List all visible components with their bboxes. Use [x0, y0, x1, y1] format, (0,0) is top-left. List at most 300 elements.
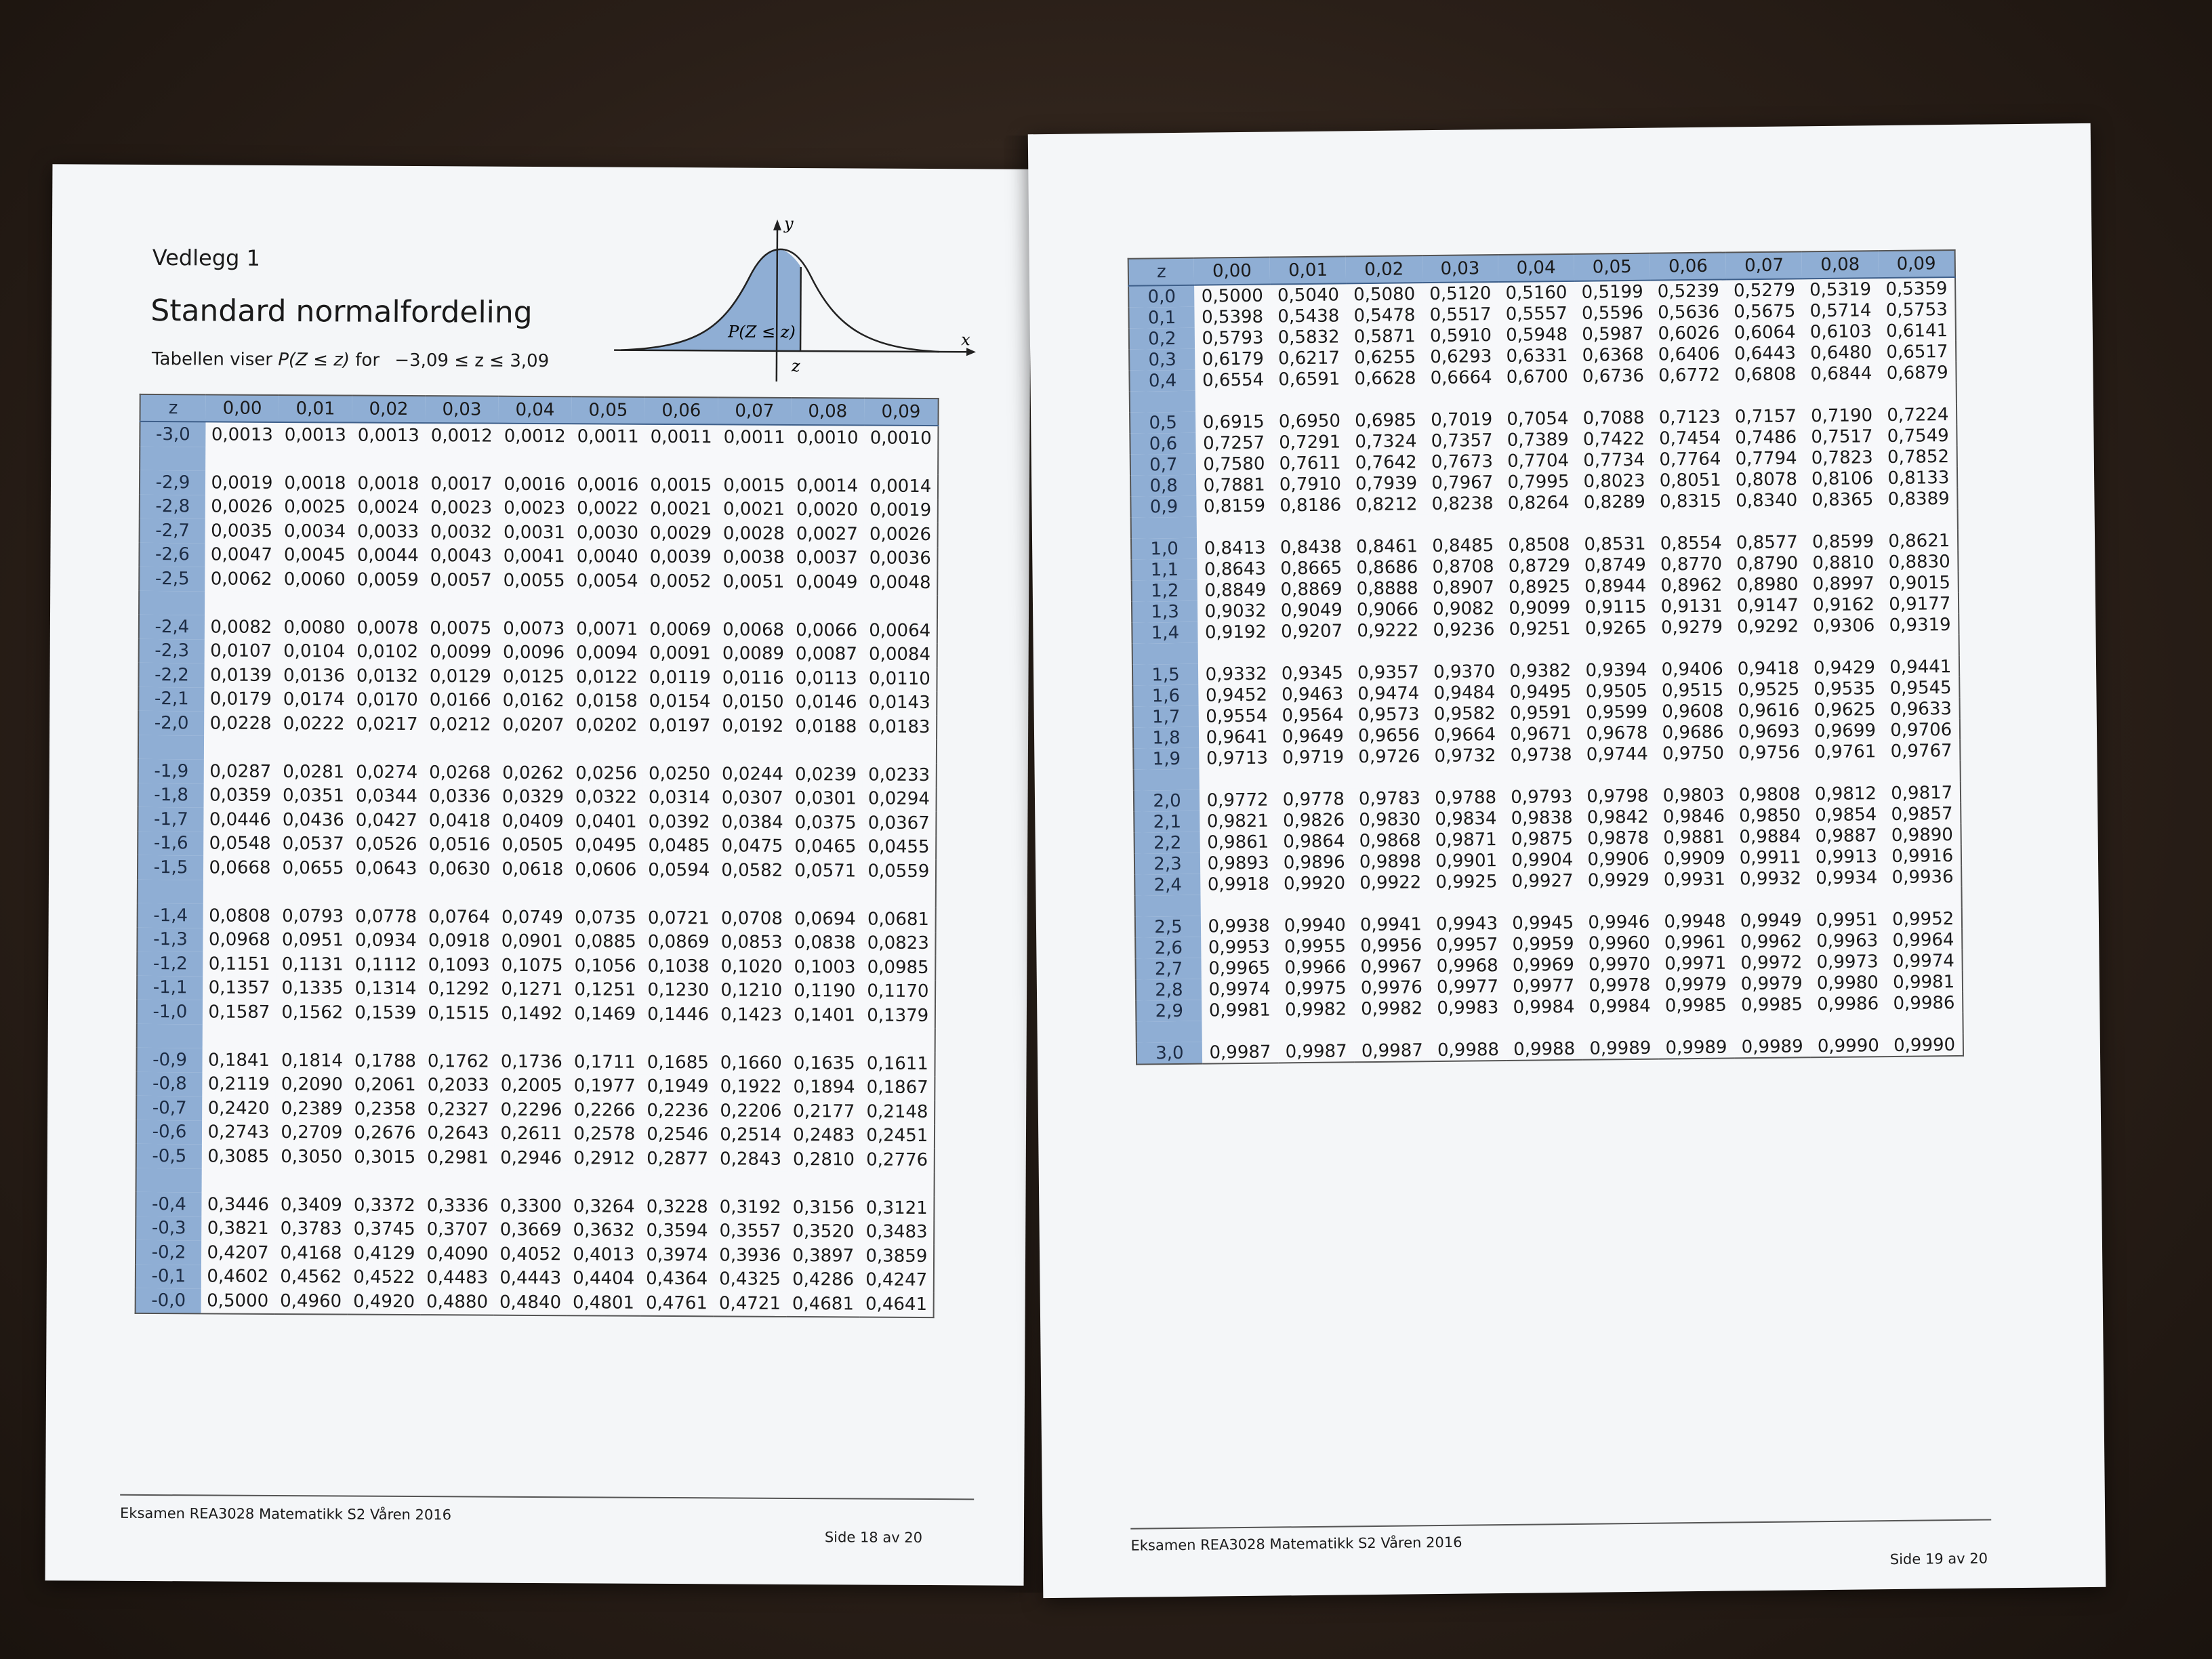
probability-cell: 0,9972 — [1740, 951, 1803, 973]
probability-cell: 0,0228 — [209, 713, 272, 734]
probability-cell: 0,9986 — [1893, 992, 1955, 1014]
header-col: 0,00 — [1194, 258, 1271, 285]
z-value: 1,9 — [1133, 748, 1199, 770]
probability-cell: 0,2033 — [427, 1075, 489, 1096]
probability-cell: 0,9987 — [1285, 1040, 1347, 1062]
probability-cell: 0,0655 — [282, 857, 344, 879]
probability-cell: 0,9633 — [1889, 698, 1952, 720]
probability-cell: 0,4522 — [353, 1267, 415, 1288]
table-row — [139, 567, 937, 595]
probability-cell: 0,3483 — [865, 1221, 928, 1243]
probability-cell: 0,9975 — [1284, 977, 1347, 999]
probability-cell: 0,4761 — [645, 1292, 708, 1314]
probability-cell: 0,0823 — [867, 933, 929, 954]
probability-cell: 0,6879 — [1886, 362, 1948, 384]
z-value: -0,6 — [136, 1120, 202, 1144]
probability-cell: 0,9808 — [1738, 783, 1801, 805]
probability-cell: 0,5832 — [1277, 326, 1340, 348]
probability-cell: 0,9916 — [1891, 845, 1954, 867]
probability-cell: 0,0027 — [796, 523, 858, 545]
probability-cell: 0,1977 — [573, 1076, 636, 1097]
z-value: 1,4 — [1132, 622, 1197, 644]
probability-cell: 0,9983 — [1437, 997, 1499, 1019]
probability-cell: 0,9887 — [1815, 825, 1877, 846]
probability-cell: 0,0043 — [430, 546, 492, 567]
probability-cell: 0,9671 — [1510, 723, 1572, 745]
probability-cell: 0,8212 — [1355, 493, 1418, 515]
probability-cell: 0,9973 — [1816, 951, 1879, 972]
z-value: -0,1 — [136, 1264, 201, 1288]
z-value: 0,6 — [1130, 433, 1195, 455]
probability-cell: 0,0162 — [502, 690, 565, 712]
probability-cell: 0,7257 — [1202, 432, 1265, 454]
probability-cell: 0,2236 — [647, 1100, 709, 1122]
probability-cell: 0,0017 — [430, 473, 493, 495]
probability-cell: 0,0018 — [357, 473, 419, 494]
header-col: 0,09 — [1878, 250, 1955, 278]
probability-cell: 0,9989 — [1665, 1037, 1727, 1058]
probability-cell: 0,0158 — [575, 691, 638, 712]
z-value: 0,7 — [1130, 454, 1196, 476]
probability-cell: 0,0735 — [574, 907, 637, 928]
probability-cell: 0,0582 — [721, 860, 783, 881]
probability-cell: 0,7611 — [1279, 452, 1341, 474]
probability-cell: 0,9901 — [1435, 850, 1498, 872]
row-spacer — [204, 735, 937, 763]
probability-cell: 0,1357 — [208, 977, 270, 999]
group-spacer — [136, 1168, 935, 1196]
area-label: P(Z ≤ z) — [728, 322, 796, 342]
probability-cell: 0,7794 — [1735, 447, 1797, 469]
probability-cell: 0,0024 — [357, 497, 419, 518]
probability-cell: 0,8365 — [1811, 489, 1874, 510]
probability-cell: 0,7704 — [1507, 450, 1570, 472]
probability-cell: 0,9909 — [1663, 848, 1725, 869]
z-value: -0,4 — [136, 1192, 201, 1216]
z-spacer — [136, 1168, 202, 1192]
probability-cell: 0,5793 — [1202, 327, 1264, 349]
probability-cell: 0,0132 — [356, 665, 419, 687]
probability-cell: 0,0197 — [649, 715, 711, 737]
x-axis — [614, 350, 966, 352]
z-spacer — [1134, 769, 1200, 791]
probability-cell: 0,0021 — [650, 499, 712, 520]
table-row — [140, 494, 938, 523]
probability-cell: 0,2776 — [866, 1149, 928, 1170]
probability-cell: 0,9599 — [1586, 701, 1648, 723]
probability-cell: 0,9977 — [1513, 975, 1575, 997]
probability-cell: 0,9990 — [1893, 1034, 1956, 1056]
probability-cell: 0,0885 — [574, 931, 636, 953]
probability-cell: 0,1685 — [647, 1052, 709, 1073]
z-value: 2,3 — [1134, 853, 1200, 875]
probability-cell: 0,5000 — [1201, 285, 1263, 307]
probability-cell: 0,2148 — [866, 1101, 928, 1122]
table-row — [136, 1216, 934, 1244]
probability-cell: 0,0505 — [501, 834, 564, 856]
probability-cell: 0,0035 — [211, 520, 273, 541]
probability-cell: 0,2709 — [281, 1122, 343, 1143]
probability-cell: 0,9394 — [1585, 659, 1647, 681]
probability-cell: 0,0359 — [209, 785, 272, 806]
probability-cell: 0,5160 — [1505, 282, 1568, 304]
probability-cell: 0,6217 — [1277, 347, 1340, 369]
header-col: 0,07 — [1726, 251, 1803, 279]
probability-cell: 0,9970 — [1588, 954, 1651, 975]
probability-cell: 0,0059 — [356, 569, 419, 590]
probability-cell: 0,2206 — [720, 1101, 782, 1122]
footer-page-number: Side 19 av 20 — [1889, 1550, 1988, 1568]
z-spacer — [1136, 1021, 1202, 1043]
probability-cell: 0,5871 — [1353, 325, 1416, 347]
probability-cell: 0,0968 — [208, 929, 271, 951]
probability-cell: 0,6736 — [1582, 365, 1645, 387]
table-description — [152, 349, 549, 371]
probability-cell: 0,0256 — [575, 763, 638, 784]
probability-cell: 0,5359 — [1885, 278, 1948, 300]
probability-cell: 0,6331 — [1506, 345, 1568, 367]
probability-cell: 0,4562 — [280, 1267, 342, 1288]
z-value: 2,7 — [1135, 958, 1201, 980]
probability-cell: 0,3192 — [719, 1197, 781, 1218]
probability-cell: 0,3228 — [646, 1196, 708, 1218]
probability-cell: 0,2266 — [573, 1100, 636, 1121]
probability-cell: 0,7517 — [1811, 426, 1873, 447]
probability-cell: 0,0233 — [868, 764, 930, 785]
probability-cell: 0,9977 — [1436, 976, 1499, 998]
z-value: 0,1 — [1128, 307, 1194, 329]
probability-cell: 0,9967 — [1360, 956, 1422, 977]
probability-cell: 0,0643 — [355, 858, 417, 879]
probability-cell: 0,9744 — [1586, 743, 1648, 765]
probability-cell: 0,0023 — [430, 497, 493, 518]
probability-cell: 0,9932 — [1739, 867, 1802, 889]
footer-rule — [1130, 1519, 1991, 1529]
table-row — [138, 855, 936, 884]
probability-cell: 0,1762 — [427, 1050, 490, 1072]
probability-cell: 0,0013 — [284, 424, 346, 446]
z-value: 2,9 — [1136, 1000, 1202, 1022]
probability-cell: 0,0014 — [796, 475, 859, 497]
probability-cell: 0,7224 — [1887, 404, 1949, 426]
probability-cell: 0,6517 — [1886, 341, 1948, 363]
z-value: 2,4 — [1134, 874, 1200, 896]
probability-cell: 0,9319 — [1889, 614, 1951, 636]
probability-cell: 0,0192 — [722, 716, 784, 737]
probability-cell: 0,3015 — [354, 1147, 416, 1168]
probability-cell: 0,1075 — [501, 955, 563, 976]
probability-cell: 0,7852 — [1887, 446, 1950, 468]
probability-cell: 0,4681 — [792, 1293, 854, 1315]
z-value: -1,3 — [137, 927, 203, 951]
probability-cell: 0,6179 — [1202, 348, 1264, 370]
probability-cell: 0,4364 — [646, 1269, 708, 1290]
probability-cell: 0,1112 — [354, 954, 417, 975]
probability-cell: 0,2946 — [500, 1147, 562, 1168]
probability-cell: 0,8686 — [1356, 556, 1418, 578]
probability-cell: 0,1949 — [647, 1076, 709, 1097]
probability-cell: 0,0274 — [356, 762, 418, 783]
probability-cell: 0,0793 — [282, 905, 344, 927]
probability-cell: 0,9964 — [1892, 929, 1954, 951]
probability-cell: 0,7123 — [1658, 407, 1721, 428]
probability-cell: 0,0838 — [794, 933, 856, 954]
probability-cell: 0,8413 — [1204, 537, 1266, 559]
footer-exam-label: Eksamen REA3028 Matematikk S2 Våren 2016 — [1130, 1534, 1462, 1554]
probability-cell: 0,1379 — [867, 1005, 929, 1026]
table-row — [138, 807, 936, 836]
probability-cell: 0,3632 — [573, 1220, 635, 1242]
probability-cell: 0,5438 — [1277, 305, 1340, 327]
probability-cell: 0,6103 — [1809, 321, 1872, 342]
header-col: 0,03 — [425, 396, 498, 424]
probability-cell: 0,9292 — [1737, 615, 1799, 637]
probability-cell: 0,7580 — [1203, 453, 1265, 475]
z-spacer — [138, 879, 203, 903]
probability-cell: 0,2912 — [573, 1148, 636, 1169]
probability-cell: 0,5000 — [207, 1290, 269, 1311]
probability-cell: 0,6406 — [1658, 344, 1720, 365]
probability-cell: 0,9032 — [1204, 600, 1267, 622]
probability-cell: 0,5120 — [1429, 283, 1492, 304]
probability-cell: 0,9719 — [1282, 746, 1345, 768]
probability-cell: 0,5478 — [1353, 304, 1416, 326]
probability-cell: 0,9573 — [1357, 703, 1420, 725]
probability-cell: 0,0040 — [576, 546, 638, 568]
probability-cell: 0,9207 — [1281, 620, 1343, 642]
z-value: -2,6 — [139, 542, 205, 567]
probability-cell: 0,9332 — [1205, 663, 1267, 685]
probability-cell: 0,2296 — [500, 1099, 562, 1120]
probability-cell: 0,9616 — [1738, 699, 1800, 721]
probability-cell: 0,3936 — [719, 1245, 781, 1266]
probability-cell: 0,9941 — [1359, 914, 1422, 935]
probability-cell: 0,4721 — [718, 1293, 781, 1314]
table-row — [137, 927, 935, 956]
header-col: 0,02 — [1346, 255, 1422, 283]
probability-cell: 0,9418 — [1737, 657, 1799, 679]
probability-cell: 0,8264 — [1507, 492, 1570, 514]
probability-cell: 0,9826 — [1282, 809, 1345, 831]
probability-cell: 0,7422 — [1582, 428, 1645, 450]
z-value: 2,0 — [1134, 790, 1200, 812]
probability-cell: 0,9990 — [1817, 1035, 1879, 1057]
probability-cell: 0,8078 — [1735, 468, 1798, 490]
z-value: 1,0 — [1131, 538, 1197, 560]
probability-cell: 0,4602 — [207, 1266, 269, 1288]
probability-cell: 0,0630 — [428, 858, 491, 880]
header-col: 0,02 — [352, 396, 425, 424]
probability-cell: 0,0764 — [428, 906, 491, 928]
probability-cell: 0,0281 — [283, 761, 345, 783]
probability-cell: 0,9989 — [1589, 1038, 1652, 1059]
probability-cell: 0,9969 — [1512, 954, 1575, 976]
z-value: -3,0 — [140, 422, 205, 447]
probability-cell: 0,3897 — [792, 1245, 855, 1267]
left-page — [45, 164, 1031, 1586]
probability-cell: 0,4052 — [499, 1244, 562, 1265]
probability-cell: 0,0606 — [575, 859, 637, 880]
probability-cell: 0,9706 — [1890, 719, 1952, 741]
probability-cell: 0,0033 — [356, 521, 419, 542]
probability-cell: 0,5714 — [1809, 300, 1872, 321]
probability-cell: 0,0068 — [722, 619, 785, 640]
probability-cell: 0,9881 — [1663, 827, 1725, 848]
z-spacer — [1131, 517, 1197, 539]
probability-cell: 0,7389 — [1507, 429, 1569, 451]
probability-cell: 0,8790 — [1736, 552, 1799, 574]
table-row — [139, 542, 937, 571]
probability-cell: 0,4129 — [353, 1243, 415, 1264]
probability-cell: 0,9896 — [1283, 851, 1345, 873]
probability-cell: 0,0038 — [722, 547, 785, 569]
probability-cell: 0,9911 — [1739, 846, 1801, 868]
normal-curve-graph — [614, 208, 994, 386]
probability-cell: 0,0336 — [428, 786, 491, 807]
probability-cell: 0,0054 — [576, 571, 638, 592]
probability-cell: 0,3372 — [353, 1195, 415, 1216]
probability-cell: 0,0244 — [721, 764, 784, 785]
probability-cell: 0,1314 — [354, 978, 417, 1000]
probability-cell: 0,7967 — [1431, 472, 1494, 493]
probability-cell: 0,9965 — [1208, 958, 1271, 979]
probability-cell: 0,9951 — [1816, 909, 1879, 930]
header-col: 0,08 — [1802, 251, 1879, 279]
probability-cell: 0,0136 — [283, 665, 346, 687]
probability-cell: 0,0322 — [575, 787, 637, 808]
z-line — [800, 267, 801, 351]
probability-cell: 0,0375 — [794, 812, 857, 834]
probability-cell: 0,9956 — [1360, 935, 1422, 956]
probability-cell: 0,9693 — [1738, 720, 1800, 742]
probability-cell: 0,5987 — [1582, 323, 1644, 345]
probability-cell: 0,9812 — [1814, 783, 1877, 804]
probability-cell: 0,9564 — [1282, 704, 1344, 726]
probability-cell: 0,5319 — [1809, 279, 1872, 300]
probability-cell: 0,9884 — [1739, 825, 1801, 847]
probability-cell: 0,1635 — [793, 1052, 855, 1074]
subtitle-expression: P(Z ≤ z) — [278, 349, 350, 371]
probability-cell: 0,9049 — [1280, 599, 1343, 621]
probability-cell: 0,9940 — [1284, 914, 1346, 936]
probability-cell: 0,0026 — [869, 524, 932, 545]
probability-cell: 0,6141 — [1885, 320, 1948, 342]
probability-cell: 0,0028 — [722, 523, 785, 544]
probability-cell: 0,0222 — [283, 713, 345, 735]
probability-cell: 0,4840 — [499, 1292, 562, 1313]
probability-cell: 0,9878 — [1586, 827, 1650, 849]
probability-cell: 0,6844 — [1810, 363, 1872, 384]
probability-cell: 0,9591 — [1509, 702, 1572, 724]
probability-cell: 0,0094 — [575, 642, 638, 664]
probability-cell: 0,0052 — [649, 571, 712, 592]
footer-exam-label: Eksamen REA3028 Matematikk S2 Våren 2016 — [119, 1504, 452, 1523]
probability-cell: 0,0294 — [867, 788, 930, 810]
probability-cell: 0,0029 — [649, 523, 712, 544]
row-spacer — [203, 1024, 935, 1052]
probability-cell: 0,0934 — [354, 930, 417, 951]
probability-cell: 0,8485 — [1432, 535, 1494, 556]
probability-cell: 0,2981 — [427, 1147, 489, 1168]
table-row — [137, 1000, 935, 1028]
probability-cell: 0,0154 — [649, 691, 711, 712]
table-row — [136, 1144, 935, 1172]
probability-cell: 0,1788 — [354, 1050, 417, 1071]
probability-cell: 0,9854 — [1815, 804, 1877, 825]
probability-cell: 0,8023 — [1583, 470, 1645, 492]
probability-cell: 0,9871 — [1435, 829, 1497, 851]
probability-cell: 0,1814 — [281, 1050, 344, 1071]
probability-cell: 0,8830 — [1888, 551, 1950, 573]
probability-cell: 0,6368 — [1582, 344, 1644, 366]
table-row — [136, 1120, 935, 1148]
z-value: -2,5 — [139, 567, 205, 591]
probability-cell: 0,6772 — [1658, 365, 1721, 386]
probability-cell: 0,0119 — [649, 667, 711, 689]
probability-cell: 0,0036 — [869, 548, 931, 569]
probability-cell: 0,2611 — [500, 1123, 562, 1145]
probability-cell: 0,4090 — [426, 1243, 489, 1265]
probability-cell: 0,9984 — [1513, 996, 1575, 1018]
probability-cell: 0,0107 — [210, 640, 272, 662]
probability-cell: 0,9850 — [1738, 804, 1801, 826]
probability-cell: 0,1401 — [794, 1004, 856, 1026]
probability-cell: 0,9913 — [1815, 846, 1878, 867]
probability-cell: 0,8508 — [1508, 534, 1570, 556]
probability-cell: 0,0329 — [501, 786, 565, 808]
normal-table-negative — [135, 394, 939, 1318]
probability-cell: 0,0618 — [501, 859, 564, 880]
x-axis-label: x — [961, 330, 970, 350]
z-value: 0,0 — [1128, 285, 1194, 308]
probability-cell: 0,0048 — [869, 572, 931, 593]
probability-cell: 0,3121 — [865, 1197, 928, 1218]
z-value: 1,7 — [1133, 706, 1199, 728]
probability-cell: 0,0013 — [211, 424, 273, 445]
probability-cell: 0,8159 — [1203, 495, 1266, 517]
probability-cell: 0,0217 — [356, 714, 418, 735]
probability-cell: 0,7823 — [1811, 447, 1873, 468]
probability-cell: 0,9772 — [1206, 790, 1269, 811]
z-value: 1,6 — [1132, 685, 1198, 707]
probability-cell: 0,5080 — [1353, 283, 1416, 305]
probability-cell: 0,0401 — [575, 811, 637, 832]
group-spacer — [138, 735, 937, 763]
probability-cell: 0,7157 — [1734, 405, 1797, 427]
probability-cell: 0,0495 — [575, 835, 637, 857]
row-spacer — [203, 880, 936, 907]
probability-cell: 0,0537 — [282, 834, 344, 855]
probability-cell: 0,8665 — [1280, 557, 1343, 579]
probability-cell: 0,9875 — [1511, 828, 1574, 850]
appendix-label: Vedlegg 1 — [152, 245, 261, 271]
probability-cell: 0,3859 — [865, 1246, 928, 1267]
probability-cell: 0,9938 — [1208, 916, 1270, 937]
probability-cell: 0,7764 — [1659, 449, 1721, 470]
probability-cell: 0,4325 — [719, 1269, 781, 1290]
header-col: 0,01 — [1270, 256, 1347, 284]
probability-cell: 0,9429 — [1813, 657, 1876, 678]
probability-cell: 0,2358 — [354, 1099, 416, 1120]
probability-cell: 0,1230 — [647, 980, 710, 1001]
probability-cell: 0,0019 — [211, 472, 273, 493]
probability-cell: 0,0010 — [796, 427, 859, 449]
probability-cell: 0,0143 — [868, 692, 930, 714]
probability-cell: 0,1446 — [647, 1004, 710, 1025]
probability-cell: 0,8770 — [1660, 554, 1723, 575]
probability-cell: 0,8289 — [1583, 491, 1646, 513]
z-value: 2,6 — [1135, 937, 1201, 959]
